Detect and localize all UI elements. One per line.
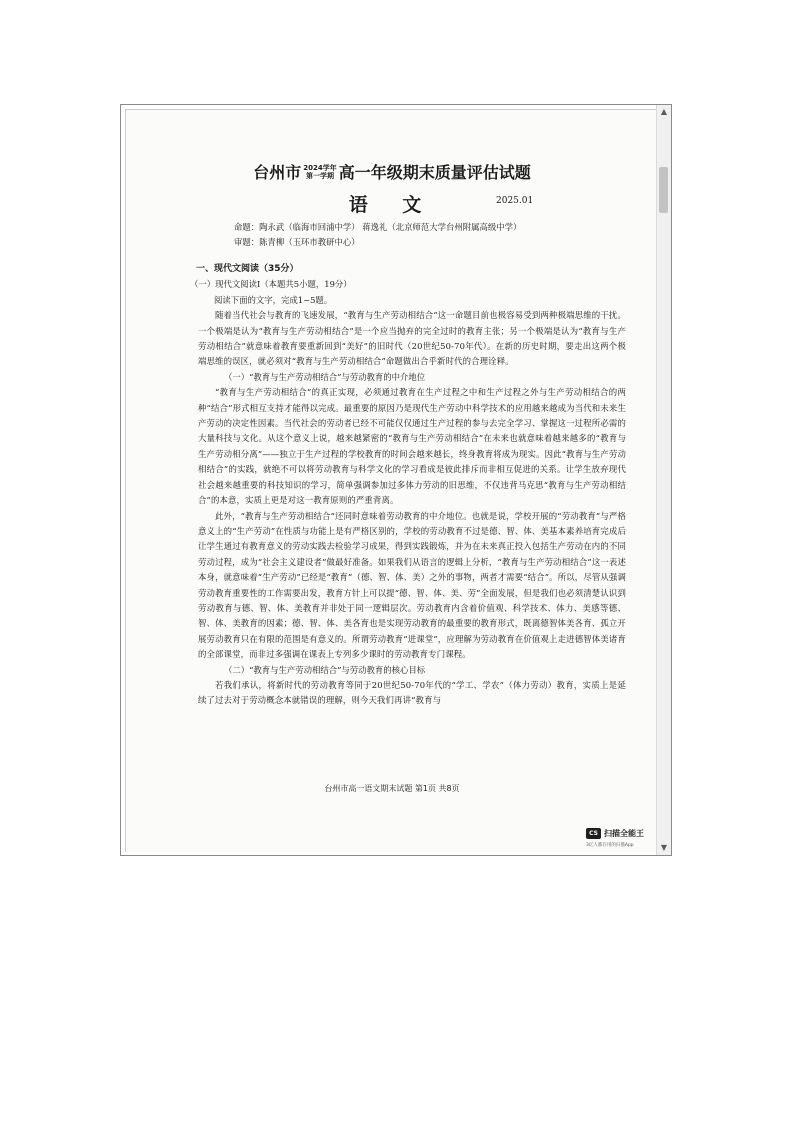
vertical-scrollbar[interactable] (656, 105, 671, 855)
passage-paragraph: “教育与生产劳动相结合”的真正实现，必须通过教育在生产过程之中和生产过程之外与生产劳动相结合的两种“结合”形式相互支持才能得以完成。最重要的原因乃是现代生产劳动中科学技术的应用越来越成为当代和未来生产劳动的决定性因素。当代社会的劳动者已经不可能仅仅通过生产过程的参与去完全学习、掌握这一过程所必需的大量科技与文化。从这个意义上说，越来越紧密的“教育与生产劳动相结合”在未来也就意味着越来越多的“教育与生产劳动相分离”——独立于生产过程的学校教育的时间会越来越长，终身教育将成为现实。因此“教育与生产劳动相结合”的实践，就绝不可以将劳动教育与科学文化的学习看成是彼此排斥而非相互促进的关系。让学生放弃现代社会越来越重要的科技知识的学习，简单强调参加过多体力劳动的旧思维，不仅违背马克思“教育与生产劳动相结合”的本意，实质上更是对这一教育原则的严重背离。 (198, 387, 626, 506)
document-viewer[interactable] (120, 104, 672, 856)
exam-body (190, 262, 626, 709)
camscanner-logo-icon: CS (586, 828, 601, 839)
subject-name: 语 文 (348, 194, 436, 216)
watermark-name: 扫描全能王 (604, 829, 644, 838)
section-heading: 一、现代文阅读（35分） (196, 264, 299, 274)
title-main: 高一年级期末质量评估试题 (338, 163, 531, 182)
title-city: 台州市 (253, 163, 302, 182)
author-credit: 命题：陶永武（临海市回浦中学） 蒋逸礼（北京师范大学台州附属高级中学） (234, 222, 522, 232)
passage-paragraph: 若我们承认，将新时代的劳动教育等同于20世纪50-70年代的“学工、学农”（体力劳动）教育，实质上是延续了过去对于劳动概念本就错误的理解，则今天我们再讲“教育与 (198, 679, 626, 706)
passage-subheading: （二）“教育与生产劳动相结合”与劳动教育的核心目标 (224, 664, 426, 675)
scanner-watermark (586, 828, 656, 850)
scroll-up-arrow-icon[interactable]: ▲ (660, 107, 668, 116)
watermark-tagline: 3亿人都在用的扫描App (586, 843, 634, 848)
exam-title (126, 160, 658, 183)
scrollbar-thumb[interactable] (659, 167, 668, 213)
passage-paragraph: 此外，“教育与生产劳动相结合”还同时意味着劳动教育的中介地位。也就是说，学校开展的“劳动教育”与严格意义上的“生产劳动”在性质与功能上是有严格区别的，学校的劳动教育不过是德、智、体、美基本素养培育完成后让学生通过有教育意义的劳动实践去检验学习成果，得到实践锻炼，并为在未来真正投入包括生产劳动在内的不同劳动过程，成为“社会主义建设者”做最好准备。如果我们从语言的逻辑上分析，“教育与生产劳动相结合”这一表述本身，就意味着“生产劳动”已经是“教育”（德、智、体、美）之外的事物，两者才需要“结合”。所以，尽管从强调劳动教育重要性的工作需要出发，教育方针上可以提“德、智、体、美、劳”全面发展，但是我们也必须清楚认识到劳动教育与德、智、体、美教育并非处于同一逻辑层次。劳动教育内含着价值观、科学技术、体力、美感等德、智、体、美教育的因素；德、智、体、美各育也是实现劳动教育的最重要的教育形式，既离德智体美各育、孤立开展劳动教育只在有限的范围是有意义的。所谓劳动教育“进课堂”，应理解为劳动教育在价值观上走进德智体美诸育的全部课堂，而非过多强调在课表上专列多少课时的劳动教育专门课程。 (198, 510, 626, 660)
passage-paragraph: 随着当代社会与教育的飞速发展，“教育与生产劳动相结合”这一命题目前也极容易受到两种极端思维的干扰。一个极端是认为“教育与生产劳动相结合”是一个应当抛弃的完全过时的教育主张；另一个极端是认为“教育与生产劳动相结合”就意味着教育要重新回到“美好”的旧时代（20世纪50-70年代）。在新的历史时期，要走出这两个极端思维的误区，就必须对“教育与生产劳动相结合”命题做出合乎新时代的合理诠释。 (198, 310, 626, 367)
page-footer: 台州市高一语文期末试题 第1页 共8页 (324, 784, 460, 793)
passage-subheading: （一）“教育与生产劳动相结合”与劳动教育的中介地位 (224, 371, 426, 382)
subsection-heading: （一）现代文阅读Ⅰ（本题共5小题，19分） (190, 279, 352, 290)
scroll-down-arrow-icon[interactable]: ▼ (660, 843, 668, 852)
subject-row (126, 190, 658, 214)
title-school-year: 2024学年 第一学期 (303, 163, 337, 180)
reading-instruction: 阅读下面的文字，完成1~5题。 (214, 294, 333, 305)
document-page (125, 109, 658, 852)
exam-date: 2025.01 (496, 196, 534, 206)
reviewer-credit: 审题：陈青柳（玉环市教研中心） (234, 237, 360, 247)
